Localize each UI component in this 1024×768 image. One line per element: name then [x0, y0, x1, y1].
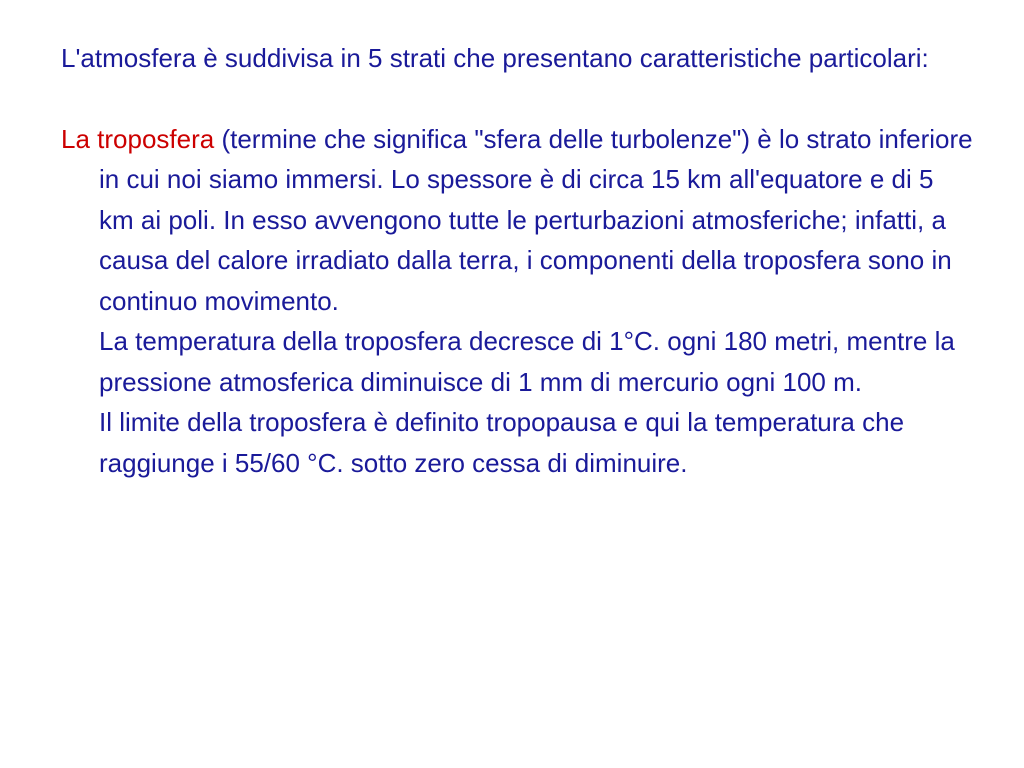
paragraph-spacer [61, 79, 973, 119]
tropopause-paragraph: Il limite della troposfera è definito tropopausa e qui la temperatura che raggiunge i 55/60 °C. sotto zero cessa di diminuire. [99, 407, 905, 478]
troposphere-term: La troposfera [61, 123, 215, 154]
troposphere-description: (termine che significa "sfera delle turbolenze") è lo strato inferiore in cui noi siamo immersi. Lo spessore è di circa 15 km all'equatore e di 5 km ai poli. In esso avvengono tutte le perturbazioni atmosferiche; infatti, a causa del calore irradiato dalla terra, i componenti della troposfera sono in continuo movimento. [99, 123, 973, 316]
intro-paragraph: L'atmosfera è suddivisa in 5 strati che presentano caratteristiche particolari: [61, 43, 929, 73]
troposphere-paragraph [61, 119, 973, 322]
temperature-paragraph: La temperatura della troposfera decresce di 1°C. ogni 180 metri, mentre la pressione atmosferica diminuisce di 1 mm di mercurio ogni 100 m. [99, 326, 955, 397]
slide-body [61, 38, 973, 483]
